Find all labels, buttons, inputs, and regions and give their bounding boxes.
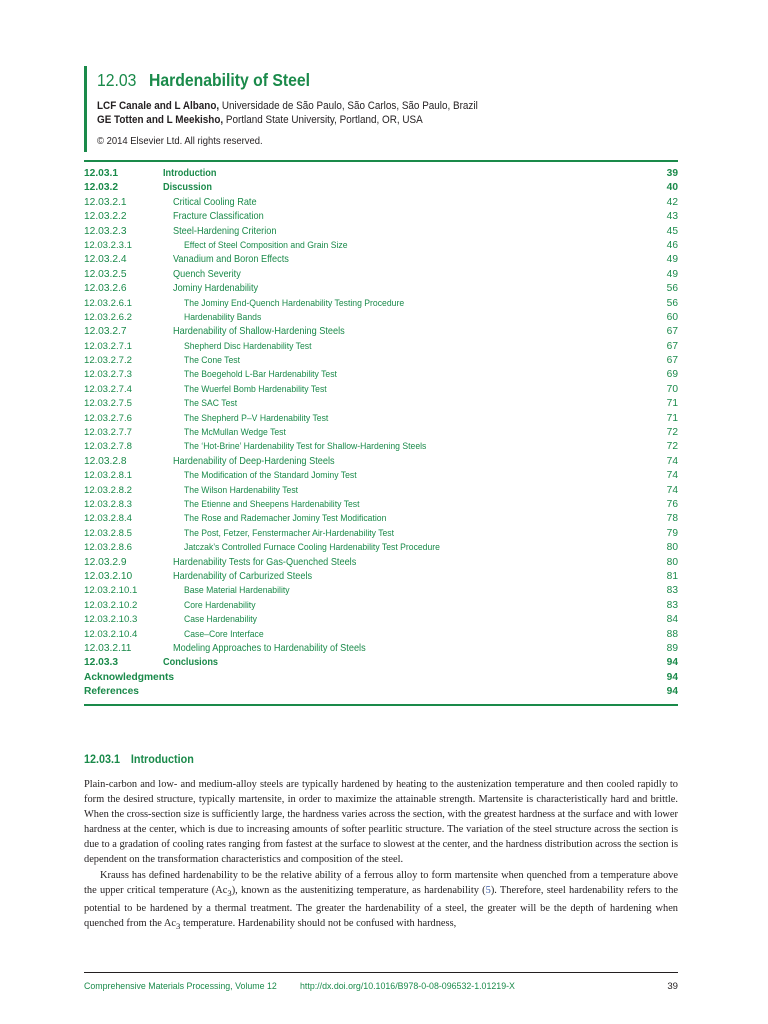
toc-entry-number: 12.03.2.7 [84,326,127,338]
toc-entry-number: 12.03.2.7.6 [84,412,133,424]
author-affiliation: Universidade de São Paulo, São Carlos, São Paulo, Brazil [219,100,478,112]
toc-entry-title: Fracture Classification [173,211,264,223]
toc-entry-title: Modeling Approaches to Hardenability of Steels [173,642,366,654]
toc-entry[interactable] [84,253,678,267]
toc-entry-number: 12.03.2.8.3 [84,498,133,510]
toc-entry-number: 12.03.2.11 [84,642,132,654]
toc-entry-page: 74 [666,484,678,496]
toc-entry-page: 43 [666,211,678,223]
toc-entry[interactable] [84,469,678,483]
toc-entry-number: 12.03.2.7.8 [84,441,133,453]
toc-entry-number: 12.03.2.7.1 [84,340,133,352]
toc-entry-title: Case Hardenability [184,614,257,626]
toc-entry[interactable] [84,685,678,699]
toc-entry-page: 74 [666,470,678,482]
toc-entry-title: Critical Cooling Rate [173,196,257,208]
paragraph-text: ), known as the austenitizing temperature, as hardenability ( [231,884,486,896]
author-names: LCF Canale and L Albano, [97,100,220,112]
toc-entry-title: Shepherd Disc Hardenability Test [184,340,312,352]
toc-entry-page: 49 [666,254,678,266]
toc-entry-page: 80 [666,542,678,554]
toc-entry-title: The Wilson Hardenability Test [184,484,299,496]
toc-entry-page: 94 [666,657,678,669]
toc-entry[interactable] [84,210,678,224]
toc-entry[interactable] [84,512,678,526]
toc-entry-number: 12.03.2.3.1 [84,239,133,251]
toc-entry[interactable] [84,570,678,584]
paragraph-text: ). Therefore, steel hardenability refers to the potential to be hardened by a thermal treatment. The greater the hardenability of a steel, the greater will be the depth of hardening when quenched from the Ac [84,884,678,929]
toc-entry-title: The Rose and Rademacher Jominy Test Modification [184,513,387,525]
toc-entry-page: 67 [666,355,678,367]
toc-entry[interactable] [84,628,678,642]
toc-entry-number: 12.03.3 [84,657,118,669]
citation-link[interactable]: 5 [485,884,491,896]
toc-entry-page: 74 [666,455,678,467]
toc-entry-page: 70 [666,383,678,395]
toc-entry[interactable] [84,656,678,670]
toc-entry[interactable] [84,368,678,382]
author-names: GE Totten and L Meekisho, [97,114,224,126]
toc-entry-page: 79 [666,527,678,539]
toc-entry-number: 12.03.2.6 [84,283,127,295]
toc-entry[interactable] [84,584,678,598]
paragraph-text: Krauss has defined hardenability to be the relative ability of a ferrous alloy to form martensite when quenched from a temperature above the upper critical temperature (Ac [84,869,678,896]
section-title: Introduction [130,752,194,766]
toc-entry-title: The McMullan Wedge Test [184,427,286,439]
toc-entry-title: Quench Severity [173,268,241,280]
toc-entry-number: 12.03.2.5 [84,268,127,280]
toc-entry-page: 67 [666,326,678,338]
toc-entry-title: Hardenability Tests for Gas-Quenched Steels [173,556,357,568]
toc-entry-title: The Post, Fetzer, Fenstermacher Air-Hardenability Test [184,527,395,539]
toc-entry-page: 67 [666,340,678,352]
toc-entry-page: 89 [666,642,678,654]
toc-entry-title: Hardenability of Deep-Hardening Steels [173,455,335,467]
toc-entry-title: Hardenability Bands [184,311,262,323]
toc-entry-number: 12.03.2.8.1 [84,470,133,482]
toc-entry[interactable] [84,181,678,195]
toc-entry-number: Acknowledgments [84,671,175,683]
toc-entry-title: Core Hardenability [184,599,256,611]
toc-entry-page: 40 [666,182,678,194]
toc-entry[interactable] [84,167,678,181]
toc-entry-number: 12.03.2.8.2 [84,484,133,496]
chapter-header [84,66,689,152]
toc-entry-page: 83 [666,599,678,611]
toc-entry[interactable] [84,527,678,541]
toc-entry-number: 12.03.2 [84,182,118,194]
author-line-2 [97,113,630,127]
journal-citation: Comprehensive Materials Processing, Volume 12 [84,981,277,992]
chapter-title [97,70,630,91]
toc-entry[interactable] [84,412,678,426]
toc-entry-number: 12.03.1 [84,168,118,179]
toc-entry-title: The Modification of the Standard Jominy Test [184,470,357,482]
toc-entry-page: 83 [666,585,678,597]
toc-entry[interactable] [84,455,678,469]
toc-entry-number: 12.03.2.6.1 [84,297,133,309]
body-text [84,777,678,934]
doi-link[interactable]: http://dx.doi.org/10.1016/B978-0-08-096532-1.01219-X [300,981,515,992]
toc-entry-page: 80 [666,556,678,568]
toc-entry-title: Hardenability of Carburized Steels [173,570,313,582]
toc-entry[interactable] [84,397,678,411]
toc-entry-page: 56 [666,283,678,295]
toc-entry-page: 78 [666,513,678,525]
toc-entry-number: 12.03.2.7.7 [84,427,133,439]
toc-entry-page: 88 [666,628,678,640]
toc-entry-title: Effect of Steel Composition and Grain Size [184,239,348,251]
toc-entry-number: 12.03.2.2 [84,211,127,223]
toc-entry-title: Hardenability of Shallow-Hardening Steels [173,326,345,338]
toc-entry-title: Steel-Hardening Criterion [173,225,277,237]
section-number: 12.03.1 [84,752,121,766]
toc-entry[interactable] [84,383,678,397]
toc-entry[interactable] [84,556,678,570]
toc-entry-page: 72 [666,441,678,453]
toc-entry-page: 60 [666,311,678,323]
toc-entry[interactable] [84,196,678,210]
toc-entry[interactable] [84,426,678,440]
toc-entry-title: The Shepherd P–V Hardenability Test [184,412,329,424]
toc-entry[interactable] [84,225,678,239]
toc-entry-page: 76 [666,498,678,510]
toc-entry-title: Discussion [163,182,212,194]
copyright-notice: © 2014 Elsevier Ltd. All rights reserved. [97,135,263,147]
toc-entry-number: 12.03.2.9 [84,556,127,568]
author-line-1 [97,99,630,113]
toc-entry[interactable] [84,282,678,296]
toc-entry[interactable] [84,311,678,325]
toc-entry-title: Conclusions [163,657,219,669]
toc-entry[interactable] [84,239,678,253]
toc-entry-page: 81 [666,570,678,582]
toc-entry-title: Vanadium and Boron Effects [173,254,289,266]
toc-entry[interactable] [84,440,678,454]
toc-entry-page: 72 [666,427,678,439]
page-footer [84,972,678,999]
table-of-contents [84,160,678,706]
paragraph-text: temperature. Hardenability should not be confused with hardness, [180,917,457,929]
toc-entry-page: 56 [666,297,678,309]
toc-entry-title: The Etienne and Sheepens Hardenability Test [184,498,360,510]
toc-entry-title: Jominy Hardenability [173,283,259,295]
toc-entry[interactable] [84,599,678,613]
toc-entry-page: 39 [666,168,678,179]
toc-entry-page: 46 [666,239,678,251]
subscript: 3 [227,887,232,898]
toc-entry-title: The Jominy End-Quench Hardenability Testing Procedure [184,297,405,309]
toc-entry-number: 12.03.2.1 [84,196,127,208]
toc-entry-page: 45 [666,225,678,237]
toc-entry[interactable] [84,325,678,339]
toc-entry-number: 12.03.2.10.1 [84,585,138,597]
toc-entry-number: 12.03.2.10.4 [84,628,138,640]
toc-entry-title: The Wuerfel Bomb Hardenability Test [184,383,327,395]
toc-entry[interactable] [84,297,678,311]
toc-entry[interactable] [84,354,678,368]
toc-entry-number: 12.03.2.6.2 [84,311,133,323]
chapter-title-text: Hardenability of Steel [149,70,311,90]
toc-entry-title: The ‘Hot-Brine’ Hardenability Test for Shallow-Hardening Steels [184,441,427,453]
toc-entry[interactable] [84,671,678,685]
toc-entry-title: The Boegehold L-Bar Hardenability Test [184,369,337,381]
toc-entry-page: 94 [666,671,678,683]
toc-entry[interactable] [84,498,678,512]
toc-entry-number: 12.03.2.10.3 [84,614,138,626]
toc-entry-page: 69 [666,369,678,381]
section-heading [84,752,194,766]
toc-entry-title: Jatczak’s Controlled Furnace Cooling Hardenability Test Procedure [184,542,440,554]
toc-entry[interactable] [84,642,678,656]
toc-entry-page: 84 [666,614,678,626]
toc-entry-number: 12.03.2.7.4 [84,383,133,395]
toc-entry-number: 12.03.2.10.2 [84,599,138,611]
page-number: 39 [667,981,678,992]
paragraph: Plain-carbon and low- and medium-alloy steels are typically hardened by heating to the austenization temperature and then cooled rapidly to form the desired structure, typically martensite, in order to maximize the attainable strength. Martensite is characteristically hard and brittle. When the cross-section size is sufficiently large, the hardness varies across the section, with the greatest hardness at the surface and with lower hardness at the center, which is due to increasing amounts of softer pearlitic structure. The variation of the steel structure across the section is due to a gradation of cooling rates ranging from fastest at the surface to slowest at the center, and the hardness distribution across the section is dependent on the transformation characteristics and composition of the steel. [84,779,678,866]
toc-entry-page: 71 [666,412,678,424]
toc-entry-page: 49 [666,268,678,280]
toc-entry-title: The Cone Test [184,355,240,367]
toc-entry[interactable] [84,484,678,498]
toc-entry[interactable] [84,613,678,627]
toc-entry-number: References [84,686,139,698]
toc-entry-number: 12.03.2.8.4 [84,513,133,525]
toc-entry-number: 12.03.2.7.2 [84,355,133,367]
toc-entry-page: 71 [666,398,678,410]
toc-entry-number: 12.03.2.7.5 [84,398,133,410]
toc-entry-title: Case–Core Interface [184,628,264,640]
toc-entry[interactable] [84,340,678,354]
chapter-number: 12.03 [97,70,137,90]
toc-entry-number: 12.03.2.8.5 [84,527,133,539]
author-affiliation: Portland State University, Portland, OR, USA [223,114,423,126]
toc-entry-number: 12.03.2.10 [84,570,133,582]
toc-entry-title: The SAC Test [184,398,238,410]
paragraph [84,868,678,935]
toc-entry-number: 12.03.2.7.3 [84,369,133,381]
toc-entry-number: 12.03.2.3 [84,225,127,237]
toc-entry-page: 42 [666,196,678,208]
toc-entry[interactable] [84,541,678,555]
toc-entry-number: 12.03.2.8.6 [84,542,133,554]
subscript: 3 [176,921,181,931]
toc-entry-number: 12.03.2.4 [84,254,127,266]
toc-entry-title: Introduction [163,168,217,179]
toc-entry[interactable] [84,268,678,282]
toc-entry-page: 94 [666,686,678,698]
toc-entry-title: Base Material Hardenability [184,585,290,597]
toc-entry-number: 12.03.2.8 [84,455,127,467]
